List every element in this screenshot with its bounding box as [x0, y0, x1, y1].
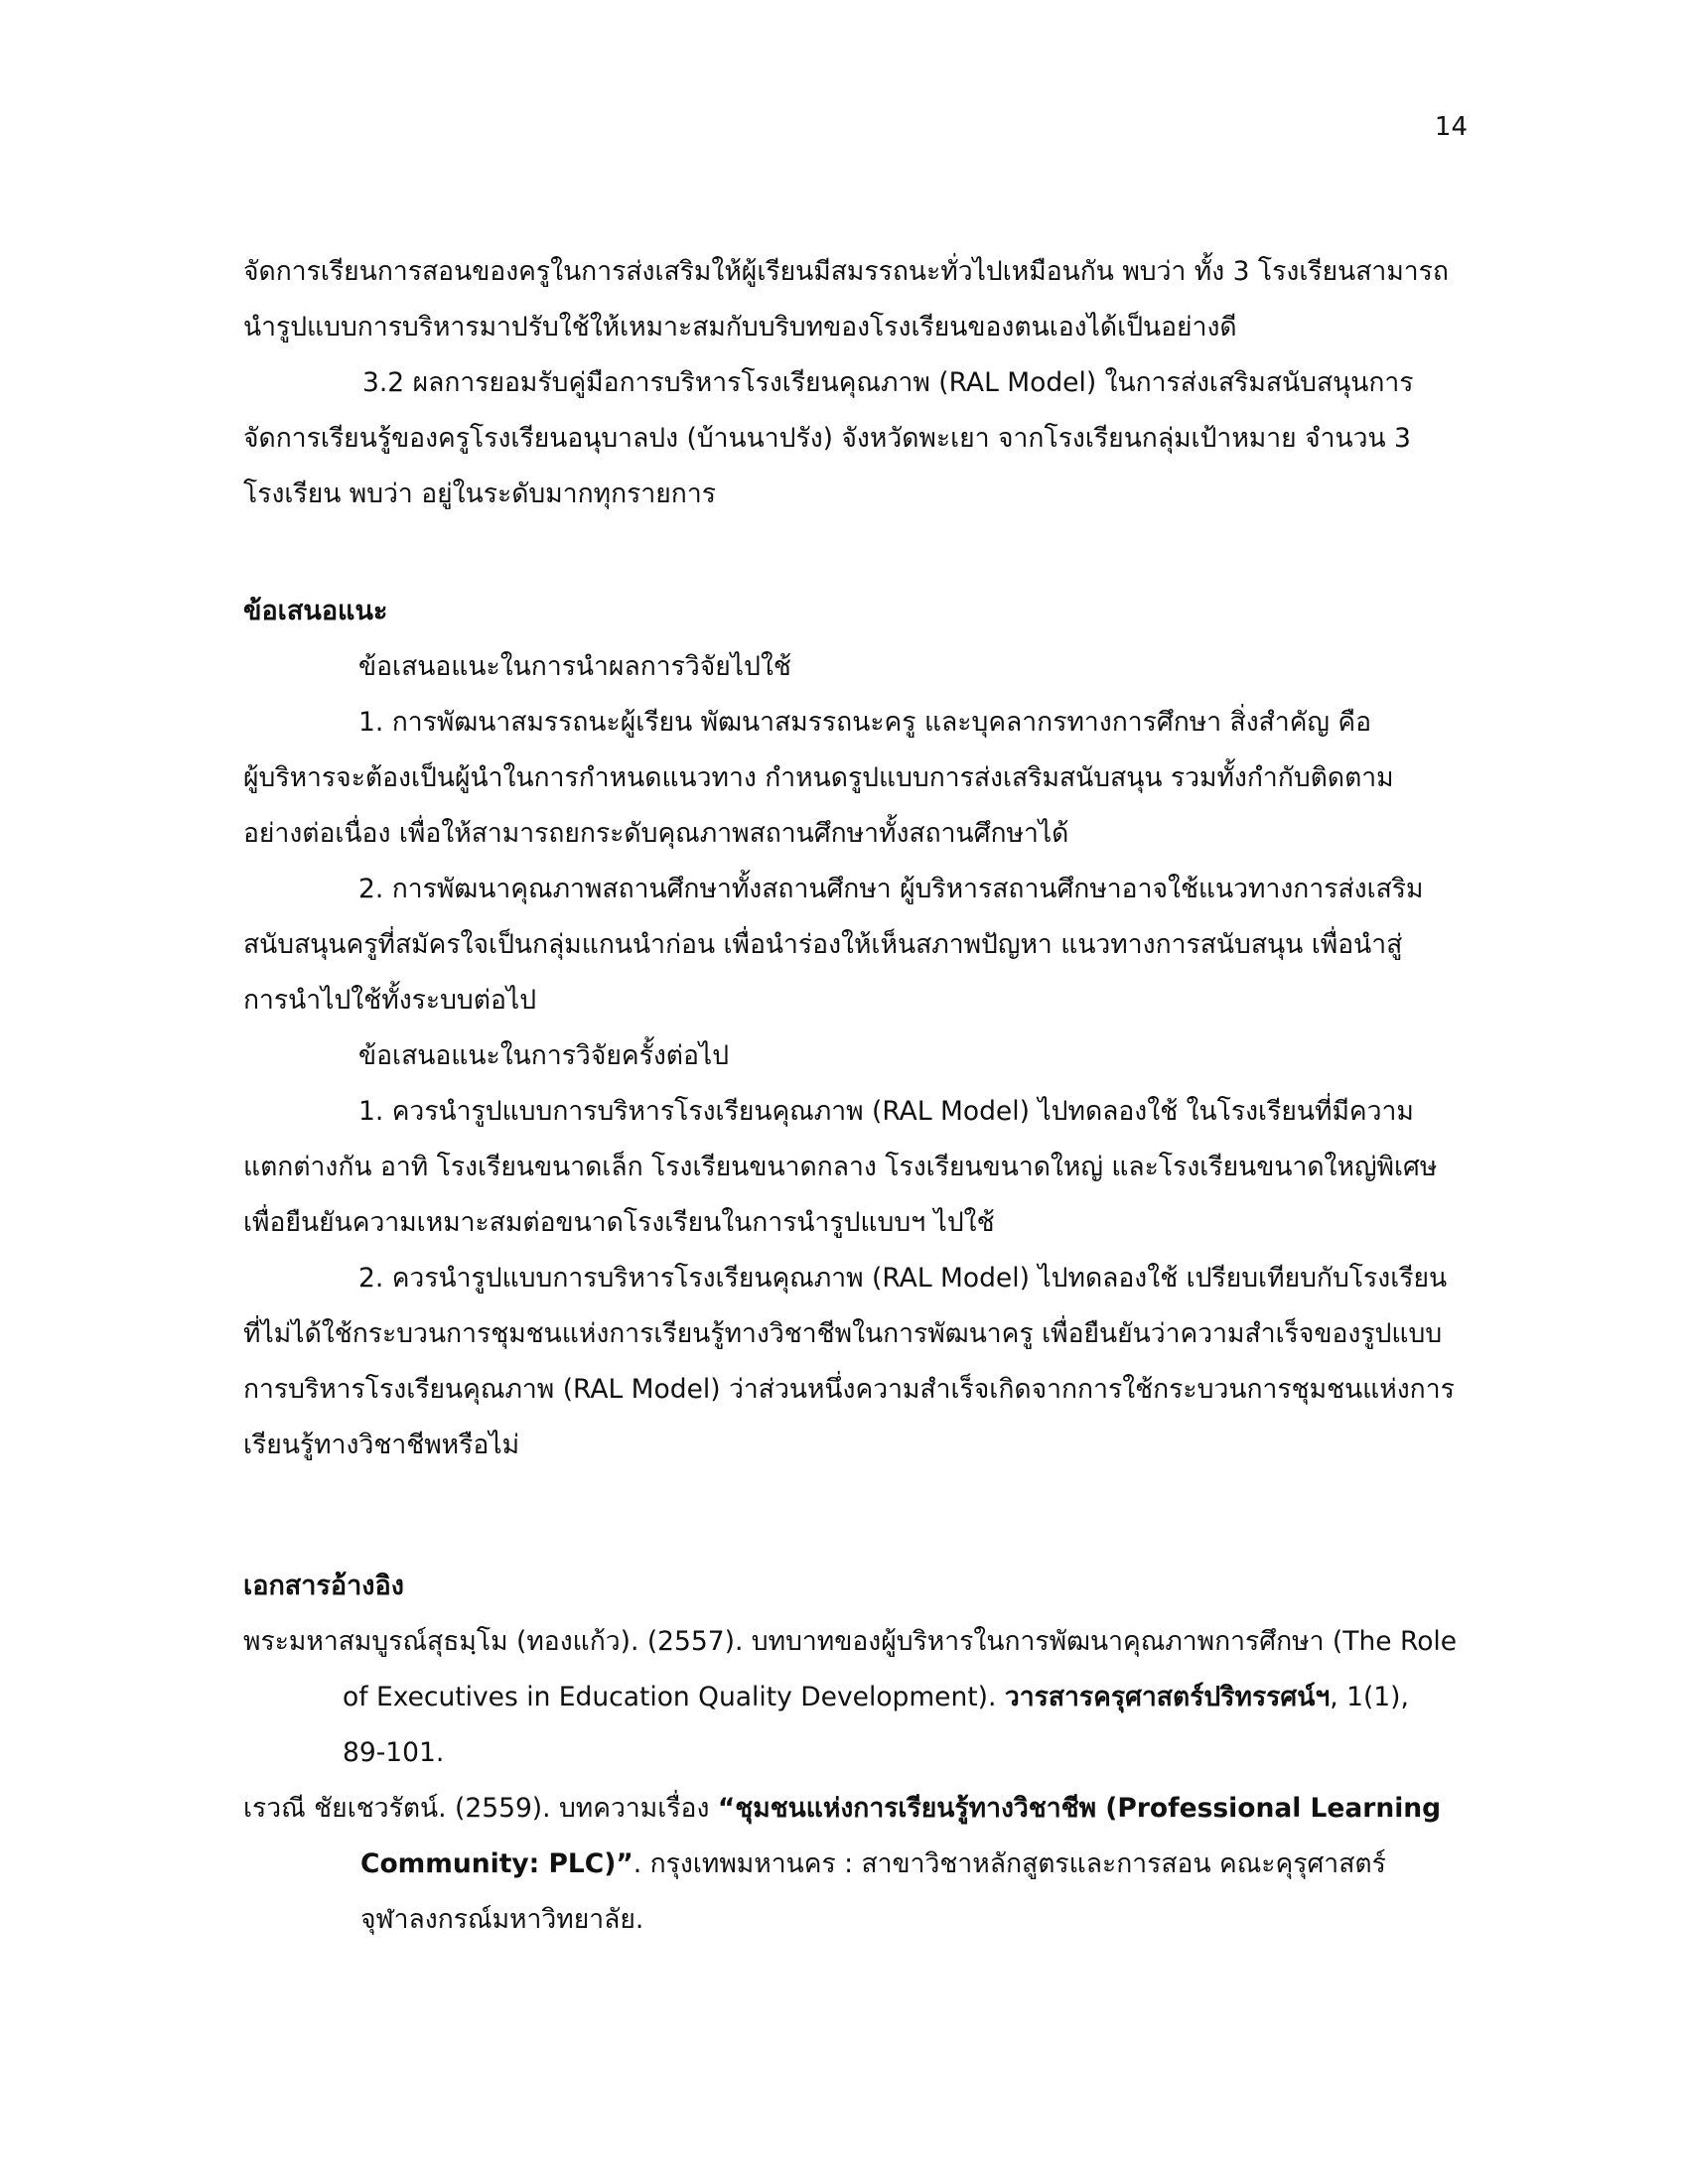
- suggestion-line: เรียนรู้ทางวิชาชีพหรือไม่: [243, 1430, 520, 1460]
- suggestion-subheading-2: ข้อเสนอแนะในการวิจัยครั้งต่อไป: [358, 1040, 730, 1071]
- suggestion-line: 2. การพัฒนาคุณภาพสถานศึกษาทั้งสถานศึกษา ผู้บริหารสถานศึกษาอาจใช้แนวทางการส่งเสริม: [358, 874, 1424, 904]
- suggestions-heading: ข้อเสนอแนะ: [243, 596, 388, 626]
- suggestion-line: 1. ควรนำรูปแบบการบริหารโรงเรียนคุณภาพ (RAL Model) ไปทดลองใช้ ในโรงเรียนที่มีความ: [358, 1096, 1414, 1127]
- reference-2-line-3: จุฬาลงกรณ์มหาวิทยาลัย.: [360, 1904, 644, 1935]
- suggestion-line: ที่ไม่ได้ใช้กระบวนการชุมชนแห่งการเรียนรู้ทางวิชาชีพในการพัฒนาครู เพื่อยืนยันว่าความสำเร็จของรูปแบบ: [243, 1318, 1443, 1349]
- suggestion-line: ผู้บริหารจะต้องเป็นผู้นำในการกำหนดแนวทาง กำหนดรูปแบบการส่งเสริมสนับสนุน รวมทั้งกำกับติดตาม: [243, 762, 1394, 793]
- reference-entry-1: [243, 1614, 1475, 1781]
- reference-1-text: of Executives in Education Quality Development).: [343, 1682, 1005, 1712]
- reference-1-line-2: [243, 1670, 1475, 1725]
- reference-1-line-3: 89-101.: [343, 1737, 445, 1768]
- suggestion-line: 2. ควรนำรูปแบบการบริหารโรงเรียนคุณภาพ (RAL Model) ไปทดลองใช้ เปรียบเทียบกับโรงเรียน: [358, 1263, 1448, 1294]
- suggestion-line: เพื่อยืนยันความเหมาะสมต่อขนาดโรงเรียนในการนำรูปแบบฯ ไปใช้: [243, 1207, 995, 1238]
- suggestion-line: 1. การพัฒนาสมรรถนะผู้เรียน พัฒนาสมรรถนะครู และบุคลากรทางการศึกษา สิ่งสำคัญ คือ: [358, 707, 1372, 738]
- reference-2-title-cont: Community: PLC)”: [360, 1848, 633, 1879]
- suggestion-line: แตกต่างกัน อาทิ โรงเรียนขนาดเล็ก โรงเรียนขนาดกลาง โรงเรียนขนาดใหญ่ และโรงเรียนขนาดใหญ่พิเศษ: [243, 1152, 1438, 1182]
- intro-line-4: จัดการเรียนรู้ของครูโรงเรียนอนุบาลปง (บ้านนาปรัง) จังหวัดพะเยา จากโรงเรียนกลุ่มเป้าหมาย จำนวน 3: [243, 423, 1411, 454]
- suggestions-section: [243, 584, 1475, 1473]
- reference-2-author: เรวณี ชัยเชวรัตน์. (2559). บทความเรื่อง: [243, 1793, 718, 1824]
- suggestion-line: อย่างต่อเนื่อง เพื่อให้สามารถยกระดับคุณภาพสถานศึกษาทั้งสถานศึกษาได้: [243, 818, 1069, 849]
- intro-line-2: นำรูปแบบการบริหารมาปรับใช้ให้เหมาะสมกับบริบทของโรงเรียนของตนเองได้เป็นอย่างดี: [243, 312, 1237, 342]
- reference-1-volume: , 1(1),: [1330, 1682, 1409, 1712]
- references-heading: เอกสารอ้างอิง: [243, 1570, 404, 1601]
- intro-section: [243, 244, 1475, 522]
- page-number: 14: [1434, 112, 1468, 142]
- intro-line-3: 3.2 ผลการยอมรับคู่มือการบริหารโรงเรียนคุณภาพ (RAL Model) ในการส่งเสริมสนับสนุนการ: [362, 367, 1414, 398]
- reference-1-line-1: พระมหาสมบูรณ์สุธมฺโม (ทองแก้ว). (2557). บทบาทของผู้บริหารในการพัฒนาคุณภาพการศึกษา (The Role: [243, 1626, 1458, 1657]
- references-section: [243, 1559, 1475, 1948]
- suggestion-line: การบริหารโรงเรียนคุณภาพ (RAL Model) ว่าส่วนหนึ่งความสำเร็จเกิดจากการใช้กระบวนการชุมชนแห่งการ: [243, 1374, 1455, 1405]
- reference-2-line-1: [243, 1781, 1475, 1837]
- reference-1-journal: วารสารครุศาสตร์ปริทรรศน์ฯ: [1004, 1682, 1331, 1712]
- reference-2-line-2: [243, 1837, 1475, 1892]
- suggestion-line: การนำไปใช้ทั้งระบบต่อไป: [243, 985, 537, 1016]
- reference-2-title: “ชุมชนแห่งการเรียนรู้ทางวิชาชีพ (Professional Learning: [717, 1793, 1442, 1824]
- intro-line-1: จัดการเรียนการสอนของครูในการส่งเสริมให้ผู้เรียนมีสมรรถนะทั่วไปเหมือนกัน พบว่า ทั้ง 3 โรงเรียนสามารถ: [243, 256, 1449, 287]
- suggestion-line: สนับสนุนครูที่สมัครใจเป็นกลุ่มแกนนำก่อน เพื่อนำร่องให้เห็นสภาพปัญหา แนวทางการสนับสนุน เพื่อนำสู่: [243, 929, 1403, 960]
- suggestion-subheading-1: ข้อเสนอแนะในการนำผลการวิจัยไปใช้: [358, 651, 791, 682]
- reference-entry-2: [243, 1781, 1475, 1948]
- intro-line-5: โรงเรียน พบว่า อยู่ในระดับมากทุกรายการ: [243, 478, 716, 509]
- reference-2-publisher: . กรุงเทพมหานคร : สาขาวิชาหลักสูตรและการสอน คณะคุรุศาสตร์: [633, 1848, 1386, 1879]
